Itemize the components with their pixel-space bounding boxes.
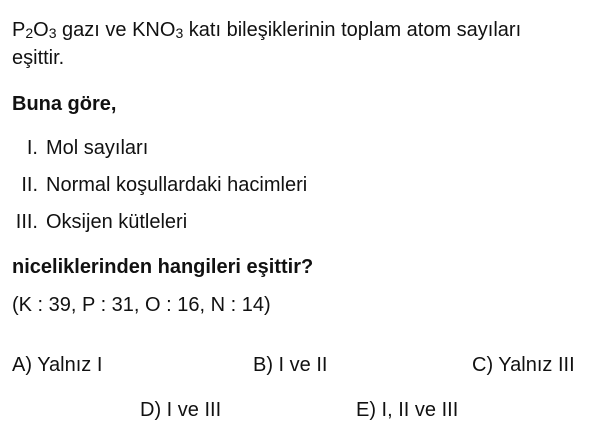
formula-p: P (12, 19, 26, 41)
question-stem-line-2: eşittir. (12, 47, 65, 69)
question-lead: Buna göre, (12, 93, 117, 115)
option-e[interactable]: E) I, II ve III (356, 399, 459, 421)
statement-text: Mol sayıları (46, 137, 149, 159)
statement-item-2 (0, 173, 307, 197)
statement-numeral: III. (15, 211, 38, 233)
question-stem-line-1 (12, 18, 521, 42)
option-d[interactable]: D) I ve III (140, 399, 222, 421)
formula-o: O (33, 19, 49, 41)
statement-item-3 (0, 210, 187, 234)
option-b[interactable]: B) I ve II (253, 354, 328, 376)
statement-numeral: I. (26, 137, 38, 159)
statement-text: Oksijen kütleleri (46, 211, 188, 233)
formula-kno-subscript: 3 (175, 25, 184, 41)
statement-numeral: II. (21, 174, 38, 196)
option-c[interactable]: C) Yalnız III (472, 354, 575, 376)
stem-end-text: katı bileşiklerinin toplam atom sayıları (183, 19, 522, 41)
stem-middle-text: gazı ve KNO (56, 19, 176, 41)
atomic-masses: (K : 39, P : 31, O : 16, N : 14) (12, 294, 271, 316)
option-a[interactable]: A) Yalnız I (12, 354, 103, 376)
question-prompt: niceliklerinden hangileri eşittir? (12, 256, 314, 278)
statement-item-1 (0, 136, 148, 160)
statement-text: Normal koşullardaki hacimleri (46, 174, 308, 196)
formula-p-subscript: 2 (25, 25, 34, 41)
formula-o-subscript: 3 (48, 25, 57, 41)
